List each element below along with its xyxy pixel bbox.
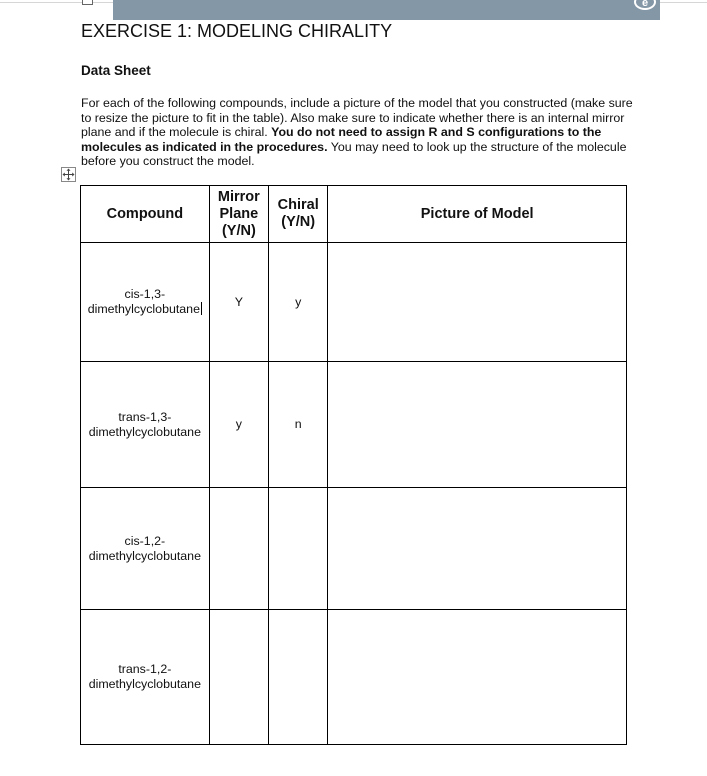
instructions-bold-text: You do not need to assign R and S configurations to the molecules as indicated in the procedures.: [81, 125, 602, 154]
picture-cell[interactable]: [328, 362, 627, 488]
mirror-plane-cell[interactable]: [209, 488, 268, 610]
picture-cell[interactable]: [328, 488, 627, 610]
chiral-cell[interactable]: n: [269, 362, 328, 488]
chiral-cell[interactable]: [269, 610, 328, 745]
mirror-plane-cell[interactable]: [209, 610, 268, 745]
section-subtitle: Data Sheet: [81, 63, 151, 78]
mirror-plane-cell[interactable]: y: [209, 362, 268, 488]
header-picture-of-model: Picture of Model: [328, 186, 627, 243]
table-row: [81, 362, 627, 488]
circle-logo-icon: e: [634, 0, 656, 10]
mirror-plane-cell[interactable]: Y: [209, 243, 268, 362]
instructions-text-part2: You may need to look up the structure of the molecule before you construct the model.: [81, 139, 627, 169]
table-header-row: [81, 186, 627, 243]
data-table: [80, 185, 627, 745]
chiral-cell[interactable]: y: [269, 243, 328, 362]
table-row: [81, 243, 627, 362]
compound-cell[interactable]: cis-1,2-dimethylcyclobutane: [81, 488, 210, 610]
table-row: [81, 488, 627, 610]
header-mirror-plane: Mirror Plane (Y/N): [209, 186, 268, 243]
page-title: EXERCISE 1: MODELING CHIRALITY: [81, 21, 393, 41]
header-banner: [113, 0, 660, 20]
picture-cell[interactable]: [328, 610, 627, 745]
page-corner-marker: [82, 0, 93, 5]
table-row: [81, 610, 627, 745]
chiral-cell[interactable]: [269, 488, 328, 610]
compound-cell[interactable]: trans-1,3-dimethylcyclobutane: [81, 362, 210, 488]
compound-cell[interactable]: cis-1,3-dimethylcyclobutane: [81, 243, 210, 362]
instructions-paragraph: [81, 96, 636, 169]
instructions-text-part1: For each of the following compounds, include a picture of the model that you constructed (make sure to resize the picture to fit in the table). Also make sure to indicate whether there is an internal mirror plane and if the molecule is chiral.: [81, 96, 633, 140]
header-compound: Compound: [81, 186, 210, 243]
table-move-handle-icon[interactable]: [61, 167, 76, 182]
text-cursor: [201, 302, 202, 315]
picture-cell[interactable]: [328, 243, 627, 362]
compound-cell[interactable]: trans-1,2-dimethylcyclobutane: [81, 610, 210, 745]
header-chiral: Chiral (Y/N): [269, 186, 328, 243]
